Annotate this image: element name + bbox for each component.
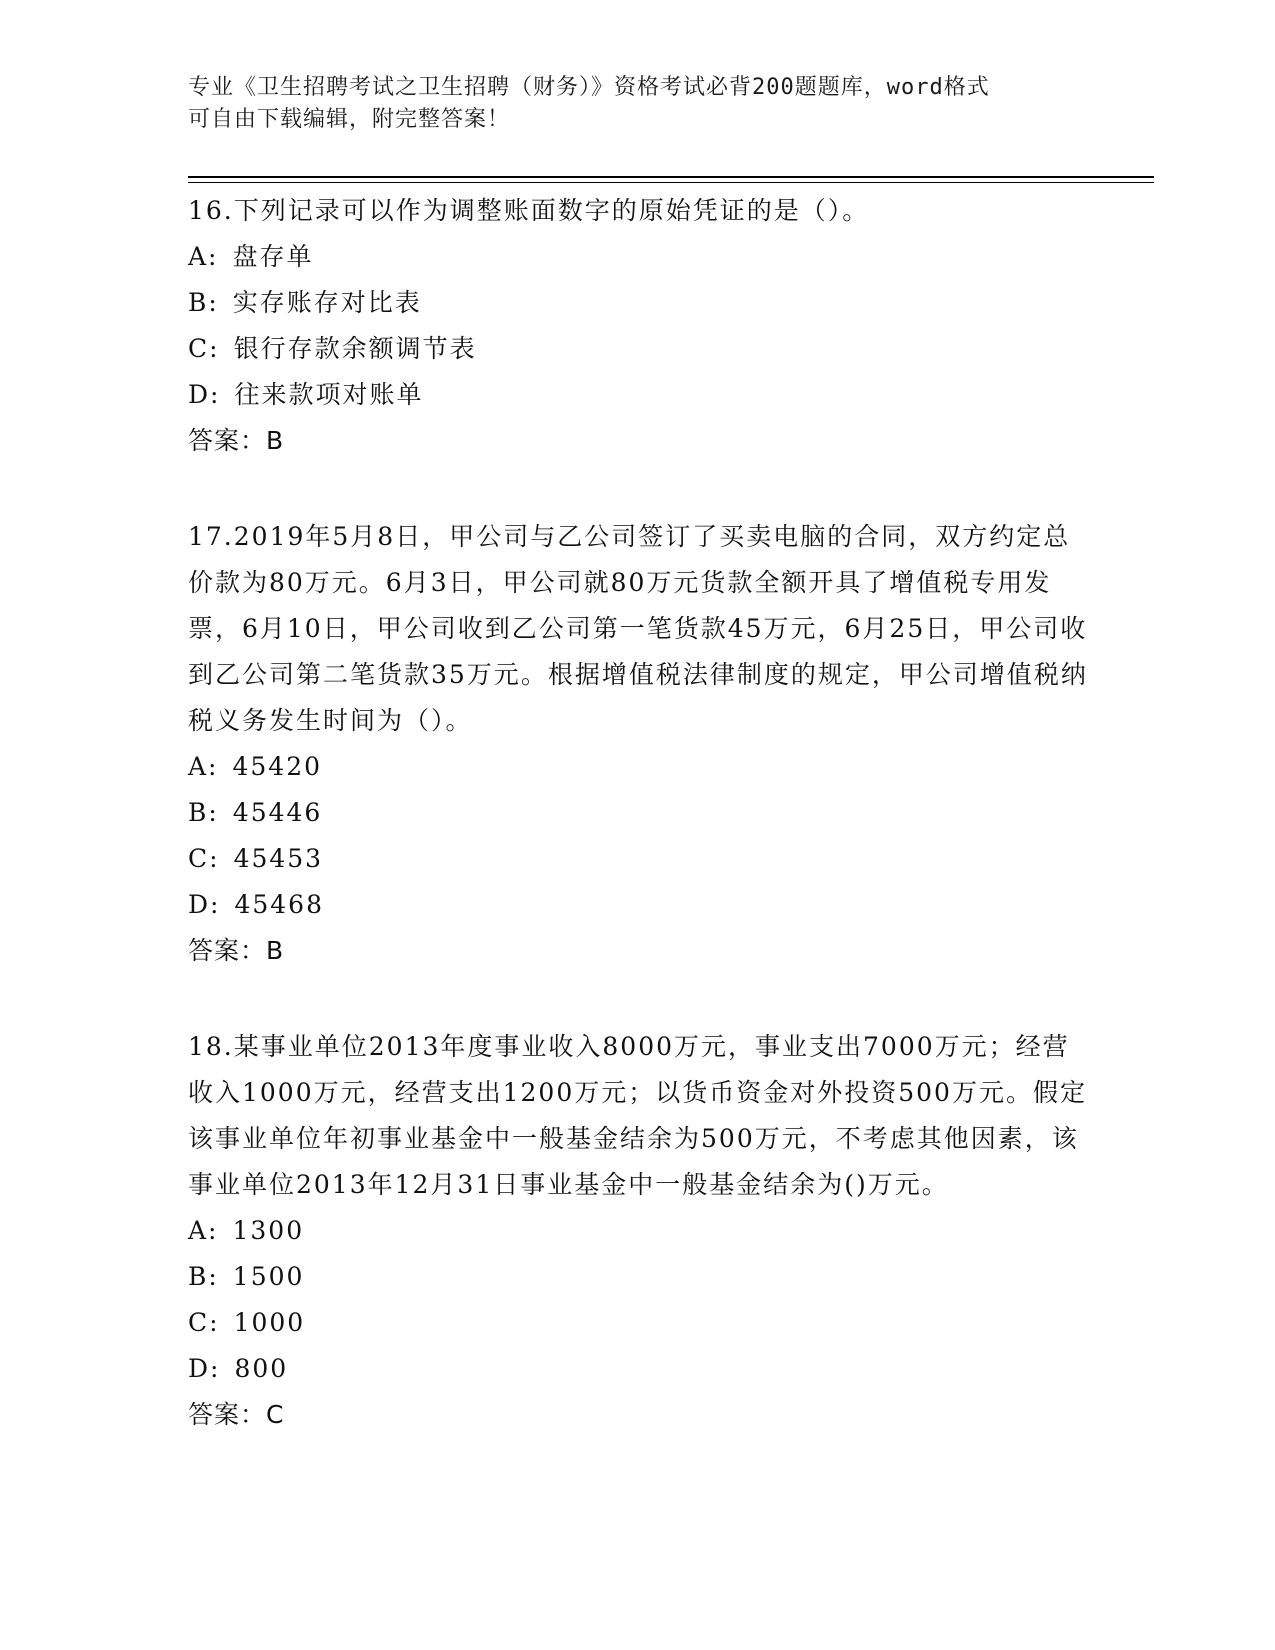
option-text: 1300 <box>232 1216 305 1245</box>
option-letter: A: <box>188 752 219 781</box>
option-letter: B: <box>188 288 219 317</box>
option-letter: C: <box>188 844 220 873</box>
header-line-1: 专业《卫生招聘考试之卫生招聘（财务）》资格考试必背200题题库，word格式 <box>188 75 990 100</box>
option-c <box>188 1300 1088 1346</box>
header-rule-thick <box>188 176 1154 178</box>
option-letter: B: <box>188 1262 219 1291</box>
question-text: 18.某事业单位2013年度事业收入8000万元，事业支出7000万元；经营收入1000万元，经营支出1200万元；以货币资金对外投资500万元。假定该事业单位年初事业基金中一般基金结余为500万元，不考虑其他因素，该事业单位2013年12月31日事业基金中一般基金结余为()万元。 <box>188 1032 1087 1199</box>
option-text: 45453 <box>233 844 324 873</box>
document-header <box>188 72 1088 136</box>
option-text: 800 <box>234 1354 289 1383</box>
option-b <box>188 280 1088 326</box>
option-d <box>188 372 1088 418</box>
option-letter: C: <box>188 334 220 363</box>
answer-line: 答案：B <box>188 426 285 455</box>
option-text: 45468 <box>234 890 324 919</box>
question-list <box>188 188 1088 1488</box>
answer-line: 答案：B <box>188 936 285 965</box>
header-rule-thin <box>188 182 1154 183</box>
question-text: 16.下列记录可以作为调整账面数字的原始凭证的是（）。 <box>188 196 870 225</box>
option-text: 往来款项对账单 <box>234 380 424 409</box>
option-c <box>188 326 1088 372</box>
option-a <box>188 234 1088 280</box>
option-letter: D: <box>188 380 221 409</box>
option-text: 45446 <box>232 798 323 827</box>
option-c <box>188 836 1088 882</box>
option-text: 盘存单 <box>232 242 314 271</box>
option-b <box>188 790 1088 836</box>
option-a <box>188 1208 1088 1254</box>
option-d <box>188 1346 1088 1392</box>
option-letter: D: <box>188 1354 221 1383</box>
question-16 <box>188 188 1088 464</box>
question-text: 17.2019年5月8日，甲公司与乙公司签订了买卖电脑的合同，双方约定总价款为80万元。6月3日，甲公司就80万元货款全额开具了增值税专用发票，6月10日，甲公司收到乙公司第一笔货款45万元，6月25日，甲公司收到乙公司第二笔货款35万元。根据增值税法律制度的规定，甲公司增值税纳税义务发生时间为（）。 <box>188 522 1088 735</box>
option-text: 1000 <box>233 1308 306 1337</box>
question-18 <box>188 1024 1088 1438</box>
option-d <box>188 882 1088 928</box>
option-letter: A: <box>188 1216 219 1245</box>
answer-line: 答案：C <box>188 1400 285 1429</box>
option-a <box>188 744 1088 790</box>
option-text: 银行存款余额调节表 <box>233 334 477 363</box>
option-letter: D: <box>188 890 221 919</box>
question-17 <box>188 514 1088 974</box>
option-letter: A: <box>188 242 219 271</box>
option-b <box>188 1254 1088 1300</box>
option-letter: C: <box>188 1308 220 1337</box>
option-letter: B: <box>188 798 219 827</box>
header-line-2: 可自由下载编辑，附完整答案！ <box>188 107 511 132</box>
option-text: 实存账存对比表 <box>232 288 422 317</box>
option-text: 45420 <box>232 752 323 781</box>
option-text: 1500 <box>232 1262 305 1291</box>
